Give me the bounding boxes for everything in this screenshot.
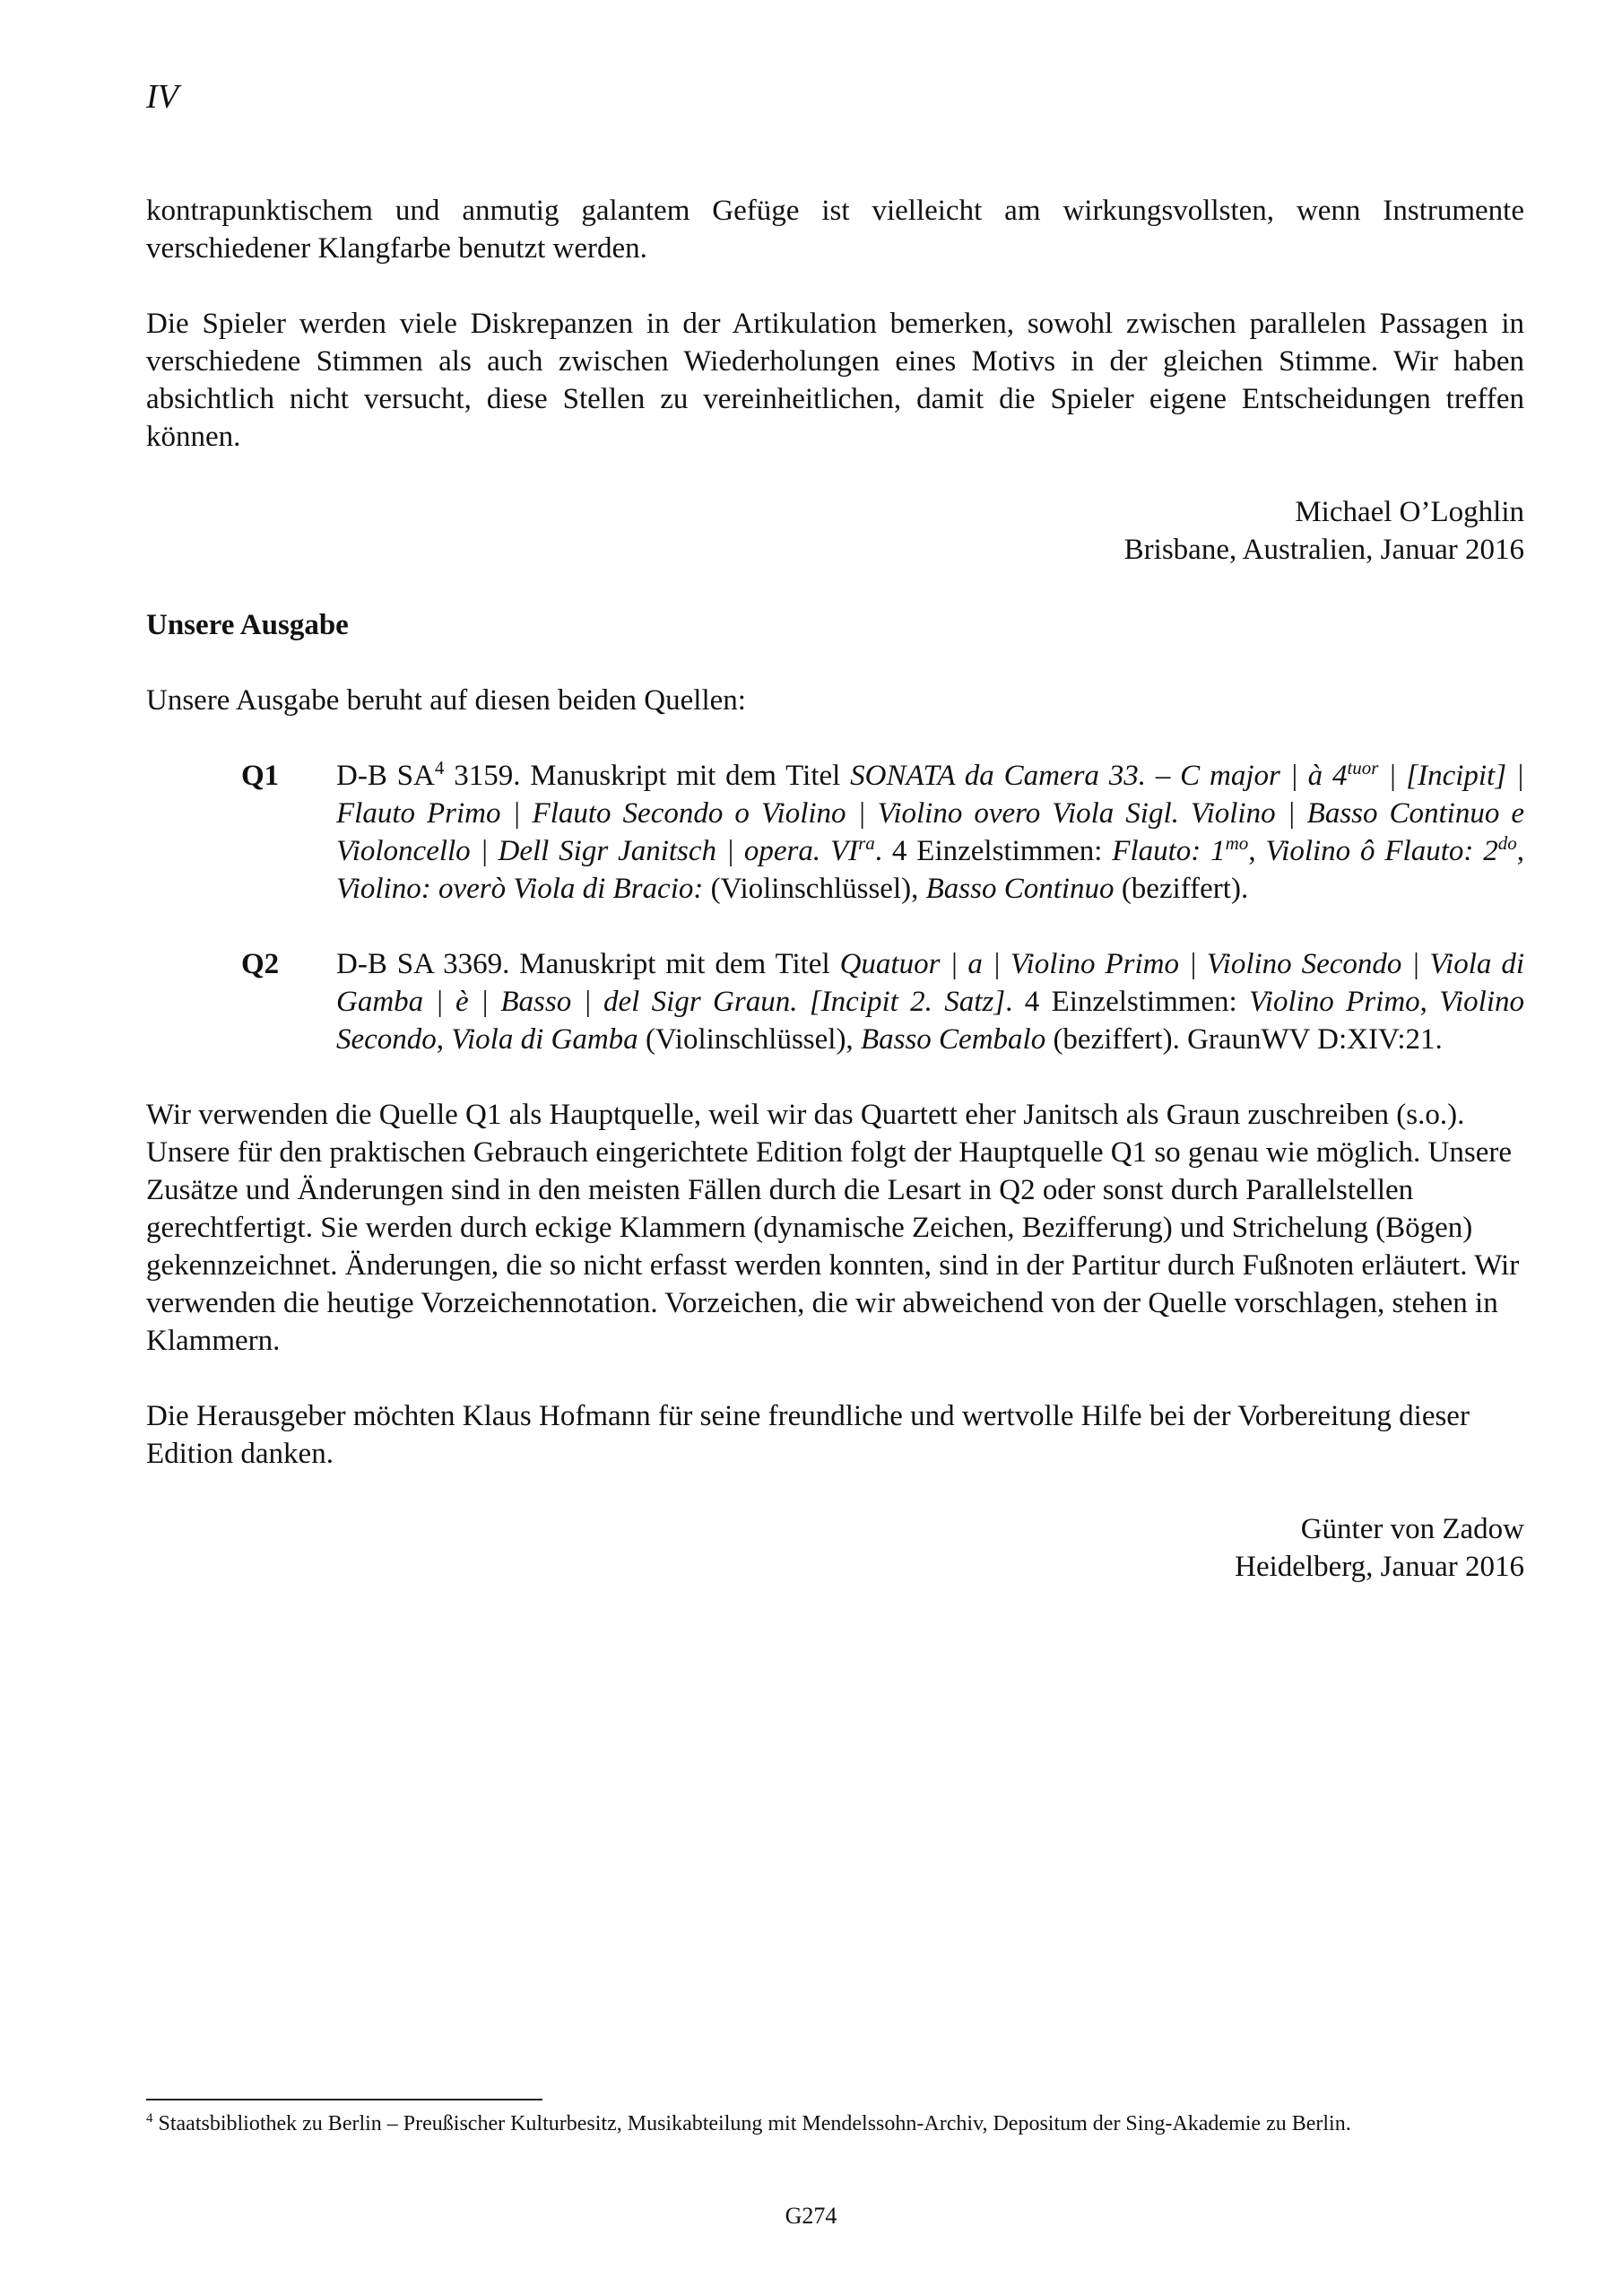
q1-part-2: Violino ô Flauto: 2: [1265, 835, 1498, 867]
paragraph-2: Die Spieler werden viele Diskrepanzen in der Artikulation bemerken, sowohl zwischen parallelen Passagen in verschiedene Stimmen als auch zwischen Wiederholungen eines Motivs in der gleichen Stimme. Wir haben absichtlich nicht versucht, diese Stellen zu vereinheitlichen, damit die Spieler eigene Entscheidungen treffen können.: [146, 308, 1524, 453]
q1-text-3: . 4 Einzelstimmen:: [874, 835, 1113, 867]
q1-title-2: | [Incipit] | Flauto Primo | Flauto Secondo o Violino | Violino overo Viola Sigl. Violino | Basso Continuo e Violoncello | Dell Sigr Janitsch | opera. VI: [336, 760, 1524, 867]
footnote-divider: [146, 2099, 542, 2100]
q1-text-7: (beziffert).: [1114, 873, 1249, 905]
footnote-marker: 4: [146, 2111, 153, 2126]
main-content: [146, 192, 1524, 1623]
footnote-text: Staatsbibliothek zu Berlin – Preußischer Kulturbesitz, Musikabteilung mit Mendelssohn-Archiv, Depositum der Sing-Akademie zu Berlin.: [152, 2112, 1351, 2135]
q1-text-1: D-B SA: [336, 760, 435, 792]
q2-text-1: D-B SA 3369. Manuskript mit dem Titel: [336, 948, 840, 980]
q1-sup-2: ra: [858, 832, 875, 854]
q2-part-2: Violino Secondo: [336, 986, 1524, 1056]
source-entry-q1: [146, 757, 1524, 908]
signature-block-2: [146, 1510, 1524, 1586]
q1-sup-3: mo: [1225, 832, 1249, 854]
q1-sup-1: tuor: [1347, 757, 1379, 778]
q1-part-4: Basso Continuo: [925, 873, 1115, 905]
footnote: [146, 2109, 1545, 2138]
paragraph-4: Die Herausgeber möchten Klaus Hofmann für seine freundliche und wertvolle Hilfe bei der Vorbereitung dieser Edition danken.: [146, 1400, 1470, 1470]
q2-text-5: (Violinschlüssel),: [638, 1023, 861, 1056]
signature-name: Günter von Zadow: [1300, 1513, 1524, 1545]
signature-place-date: Brisbane, Australien, Januar 2016: [1123, 534, 1524, 566]
q1-text-4: ,: [1248, 835, 1266, 867]
q2-text-3: ,: [1419, 986, 1440, 1018]
q2-title: Quatuor | a | Violino Primo | Violino Secondo | Viola di Gamba | è | Basso | del Sigr Graun. [Incipit 2. Satz]: [336, 948, 1524, 1018]
paragraph-3: Wir verwenden die Quelle Q1 als Hauptquelle, weil wir das Quartett eher Janitsch als Graun zuschreiben (s.o.). Unsere für den praktischen Gebrauch eingerichtete Edition folgt der Hauptquelle Q1 so genau wie möglich. Unsere Zusätze und Änderungen sind in den meisten Fällen durch die Lesart in Q2 oder sonst durch Parallelstellen gerechtfertigt. Sie werden durch eckige Klammern (dynamische Zeichen, Bezifferung) und Strichelung (Bögen) gekennzeichnet. Änderungen, die so nicht erfasst werden konnten, sind in der Partitur durch Fußnoten erläutert. Wir verwenden die heutige Vorzeichennotation. Vorzeichen, die wir abweichend von der Quelle vorschlagen, stehen in Klammern.: [146, 1099, 1520, 1357]
header-page-number: IV: [146, 78, 178, 116]
q1-text-5: ,: [1516, 835, 1524, 867]
footer-page-number: G274: [785, 2203, 837, 2229]
signature-name: Michael O’Loghlin: [1295, 496, 1524, 528]
signature-place-date: Heidelberg, Januar 2016: [1235, 1551, 1524, 1583]
source-entry-q2: [146, 945, 1524, 1058]
q2-part-4: Basso Cembalo: [860, 1023, 1046, 1056]
q2-part-3: Viola di Gamba: [451, 1023, 638, 1056]
source-label-q2: Q2: [241, 948, 280, 980]
q2-text-6: (beziffert). GraunWV D:XIV:21.: [1045, 1023, 1443, 1056]
q2-part-1: Violino Primo: [1249, 986, 1420, 1018]
q1-text-6: (Violinschlüssel),: [703, 873, 926, 905]
q1-part-1: Flauto: 1: [1112, 835, 1226, 867]
q1-title-1: SONATA da Camera 33. – C major | à 4: [850, 760, 1348, 792]
q1-sup-4: do: [1497, 832, 1517, 854]
q2-text-2: . 4 Einzelstimmen:: [1005, 986, 1250, 1018]
source-label-q1: Q1: [241, 760, 280, 792]
q2-text-4: ,: [436, 1023, 452, 1056]
paragraph-1: kontrapunktischem und anmutig galantem Gefüge ist vielleicht am wirkungsvollsten, wenn Instrumente verschiedener Klangfarbe benutzt werden.: [146, 195, 1524, 265]
q1-part-3: Violino: overò Viola di Bracio:: [336, 873, 704, 905]
q1-text-2: 3159. Manuskript mit dem Titel: [444, 760, 851, 792]
signature-block-1: [146, 493, 1524, 569]
section-intro: Unsere Ausgabe beruht auf diesen beiden Quellen:: [146, 684, 746, 717]
footnote-reference: 4: [434, 757, 445, 778]
section-heading: Unsere Ausgabe: [146, 609, 349, 641]
